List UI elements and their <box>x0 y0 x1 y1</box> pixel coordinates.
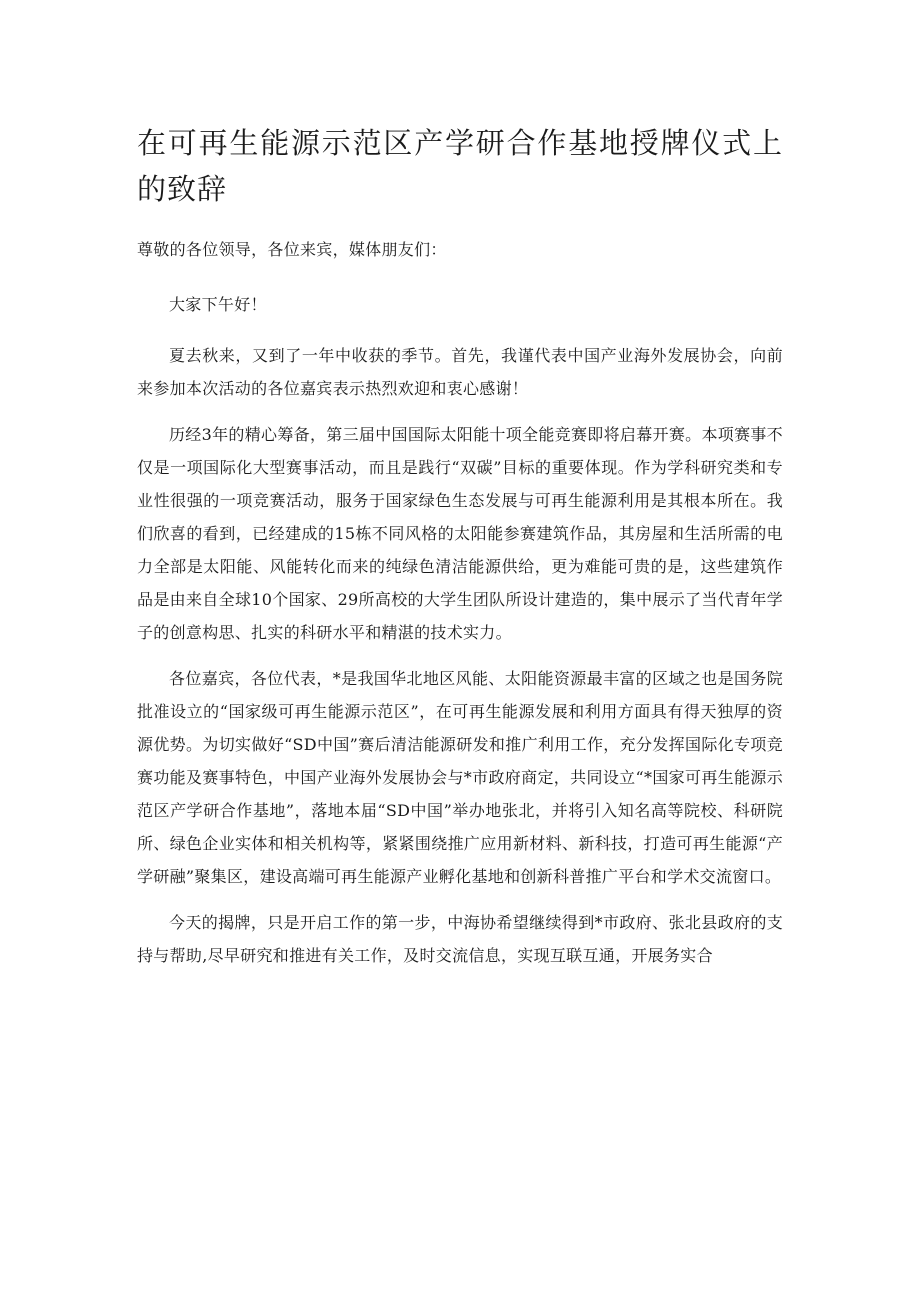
competition-paragraph: 历经3年的精心筹备，第三届中国国际太阳能十项全能竞赛即将启幕开赛。本项赛事不仅是一项国际化大型赛事活动，而且是践行“双碳”目标的重要体现。作为学科研究类和专业性很强的一项竞赛活动，服务于国家绿色生态发展与可再生能源利用是其根本所在。我们欣喜的看到，已经建成的15栋不同风格的太阳能参赛建筑作品，其房屋和生活所需的电力全部是太阳能、风能转化而来的纯绿色清洁能源供给，更为难能可贵的是，这些建筑作品是由来自全球10个国家、29所高校的大学生团队所设计建造的，集中展示了当代青年学子的创意构思、扎实的科研水平和精湛的技术实力。 <box>137 425 783 642</box>
document-title: 在可再生能源示范区产学研合作基地授牌仪式上的致辞 <box>137 126 783 206</box>
document-page <box>137 120 783 985</box>
salutation: 尊敬的各位领导，各位来宾，媒体朋友们： <box>137 240 447 259</box>
demonstration-zone-paragraph: 各位嘉宾，各位代表，*是我国华北地区风能、太阳能资源最丰富的区域之也是国务院批准设立的“国家级可再生能源示范区”，在可再生能源发展和利用方面具有得天独厚的资源优势。为切实做好“SD中国”赛后清洁能源研发和推广利用工作，充分发挥国际化专项竞赛功能及赛事特色，中国产业海外发展协会与*市政府商定，共同设立“*国家可再生能源示范区产学研合作基地”，落地本届“SD中国”举办地张北，并将引入知名高等院校、科研院所、绿色企业实体和相关机构等，紧紧围绕推广应用新材料、新科技，打造可再生能源“产学研融”聚集区，建设高端可再生能源产业孵化基地和创新科普推广平台和学术交流窗口。 <box>137 669 783 886</box>
opening-paragraph: 夏去秋来，又到了一年中收获的季节。首先，我谨代表中国产业海外发展协会，向前来参加本次活动的各位嘉宾表示热烈欢迎和衷心感谢！ <box>137 346 783 398</box>
closing-paragraph: 今天的揭牌，只是开启工作的第一步，中海协希望继续得到*市政府、张北县政府的支持与帮助,尽早研究和推进有关工作，及时交流信息，实现互联互通，开展务实合 <box>137 913 783 965</box>
greeting-paragraph: 大家下午好！ <box>169 295 267 314</box>
